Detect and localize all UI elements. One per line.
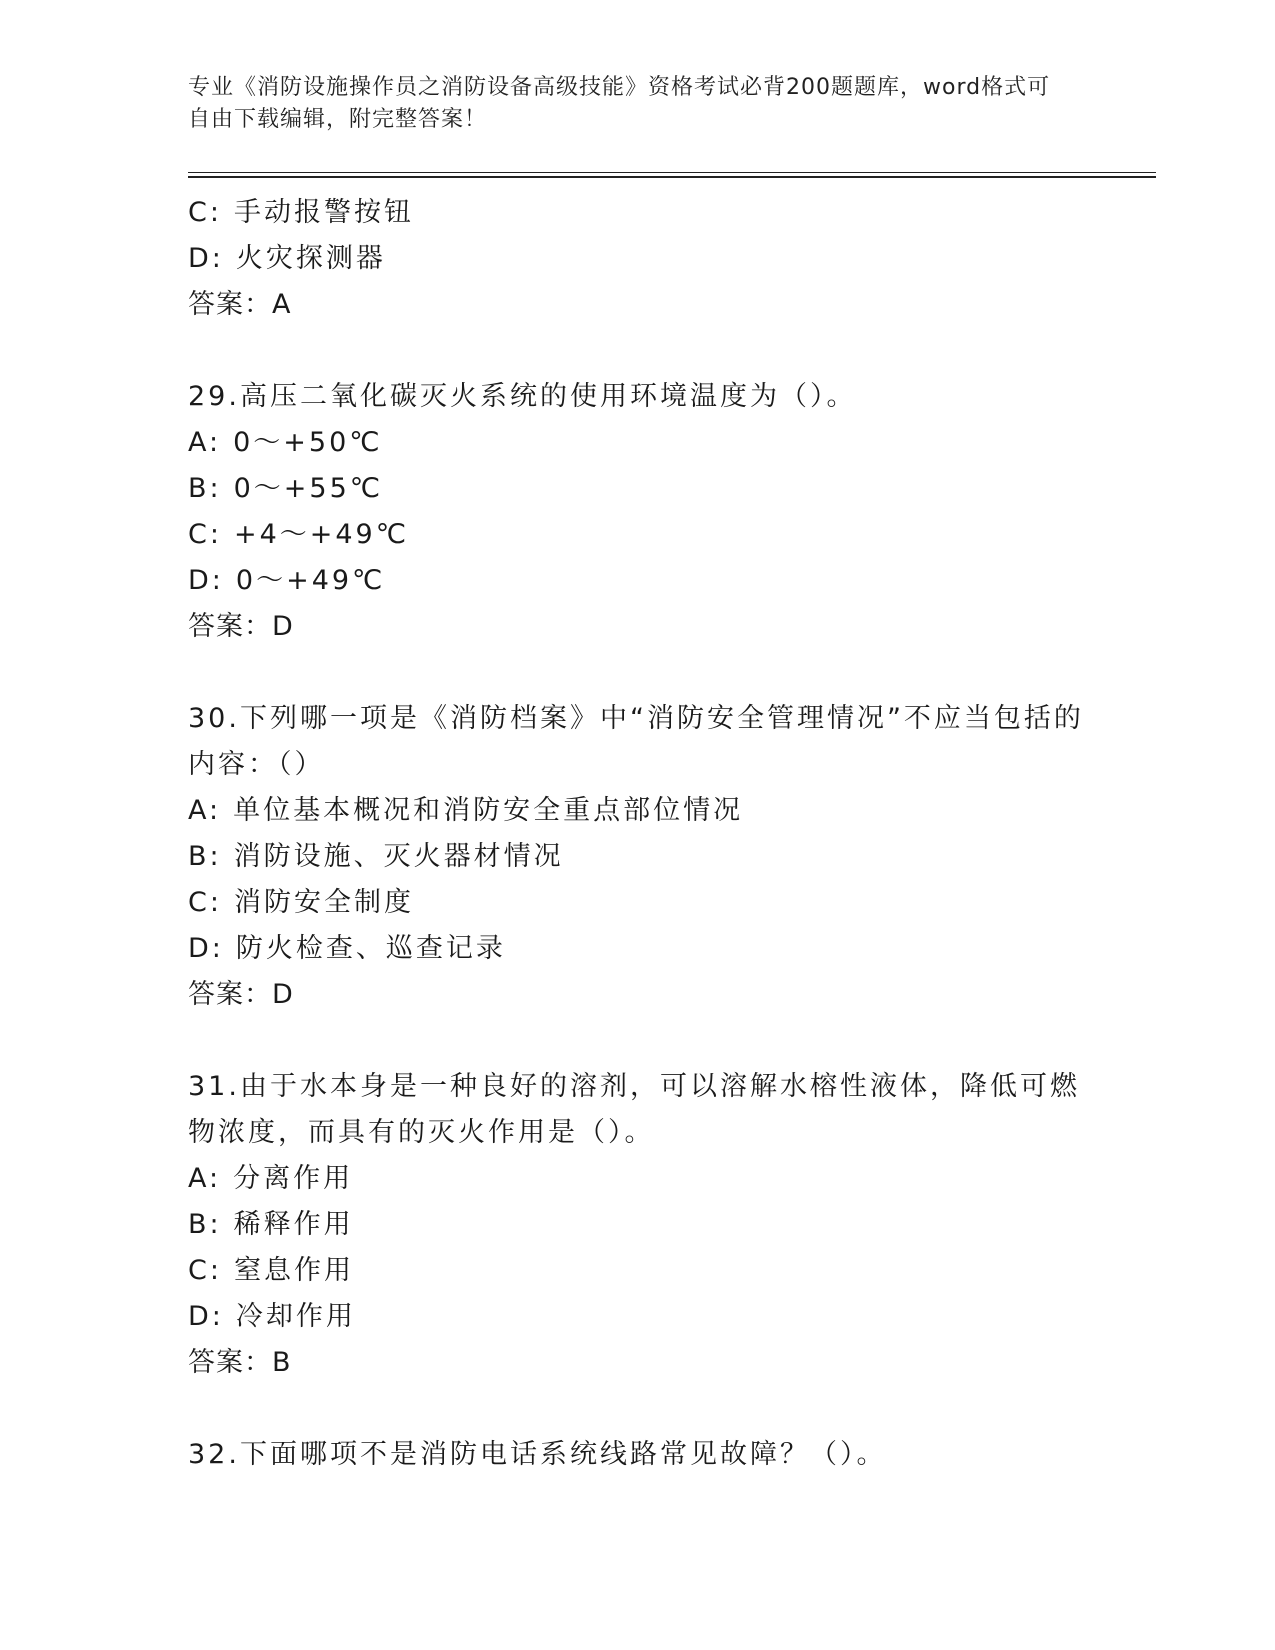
option-label: C:: [188, 197, 222, 228]
answer-label: 答案：: [188, 611, 272, 642]
option-item: [188, 880, 1088, 926]
option-text: 单位基本概况和消防安全重点部位情况: [233, 795, 744, 826]
option-text: 0～+55℃: [233, 473, 384, 504]
option-label: D:: [188, 933, 224, 964]
option-label: D:: [188, 243, 224, 274]
option-text: 稀释作用: [233, 1209, 354, 1240]
answer-label: 答案：: [188, 289, 272, 320]
spacer: [188, 328, 1088, 374]
option-label: C:: [188, 1255, 222, 1286]
question-stem: [188, 1064, 1088, 1156]
question-number: 31.: [188, 1071, 240, 1102]
answer-line: [188, 972, 1088, 1018]
option-label: D:: [188, 1301, 224, 1332]
question-text: 下列哪一项是《消防档案》中“消防安全管理情况”不应当包括的内容：（）: [188, 703, 1084, 780]
option-text: 0～+49℃: [235, 565, 386, 596]
option-label: D:: [188, 565, 224, 596]
answer-label: 答案：: [188, 1347, 272, 1378]
question-number: 32.: [188, 1439, 240, 1470]
option-item: [188, 558, 1088, 604]
option-label: A:: [188, 795, 222, 826]
option-item: [188, 926, 1088, 972]
option-label: A:: [188, 427, 222, 458]
option-item: [188, 466, 1088, 512]
option-text: 冷却作用: [235, 1301, 356, 1332]
header-rule-thin: [188, 172, 1156, 173]
option-label: B:: [188, 841, 222, 872]
question-number: 29.: [188, 381, 240, 412]
option-text: 0～+50℃: [233, 427, 383, 458]
spacer: [188, 1386, 1088, 1432]
option-text: 消防安全制度: [233, 887, 414, 918]
option-item: [188, 236, 1088, 282]
option-label: B:: [188, 1209, 222, 1240]
question-number: 30.: [188, 703, 240, 734]
answer-line: [188, 1340, 1088, 1386]
option-item: [188, 834, 1088, 880]
answer-line: [188, 604, 1088, 650]
option-item: [188, 1202, 1088, 1248]
answer-value: D: [272, 611, 294, 642]
header-text: 专业《消防设施操作员之消防设备高级技能》资格考试必背200题题库，word格式可自由下载编辑，附完整答案！: [188, 75, 1051, 132]
header-rule-thick: [188, 176, 1156, 178]
option-label: A:: [188, 1163, 222, 1194]
spacer: [188, 650, 1088, 696]
answer-line: [188, 282, 1088, 328]
option-text: +4～+49℃: [233, 519, 410, 550]
option-item: [188, 512, 1088, 558]
question-text: 由于水本身是一种良好的溶剂，可以溶解水榕性液体，降低可燃物浓度，而具有的灭火作用是（）。: [188, 1071, 1080, 1148]
option-item: [188, 1248, 1088, 1294]
option-item: [188, 788, 1088, 834]
question-stem: [188, 374, 1088, 420]
answer-label: 答案：: [188, 979, 272, 1010]
question-text: 高压二氧化碳灭火系统的使用环境温度为（）。: [239, 381, 857, 412]
option-text: 防火检查、巡查记录: [235, 933, 506, 964]
option-text: 消防设施、灭火器材情况: [233, 841, 564, 872]
option-item: [188, 190, 1088, 236]
option-text: 火灾探测器: [235, 243, 386, 274]
option-text: 窒息作用: [233, 1255, 354, 1286]
question-stem: [188, 696, 1088, 788]
option-item: [188, 1294, 1088, 1340]
option-label: C:: [188, 519, 222, 550]
document-header: [188, 72, 1068, 136]
question-text: 下面哪项不是消防电话系统线路常见故障？（）。: [239, 1439, 887, 1470]
option-text: 手动报警按钮: [233, 197, 414, 228]
answer-value: B: [272, 1347, 292, 1378]
option-text: 分离作用: [233, 1163, 354, 1194]
option-item: [188, 420, 1088, 466]
answer-value: D: [272, 979, 294, 1010]
option-item: [188, 1156, 1088, 1202]
answer-value: A: [272, 289, 292, 320]
option-label: B:: [188, 473, 222, 504]
option-label: C:: [188, 887, 222, 918]
question-stem: [188, 1432, 1088, 1478]
question-list: [188, 190, 1088, 1478]
spacer: [188, 1018, 1088, 1064]
